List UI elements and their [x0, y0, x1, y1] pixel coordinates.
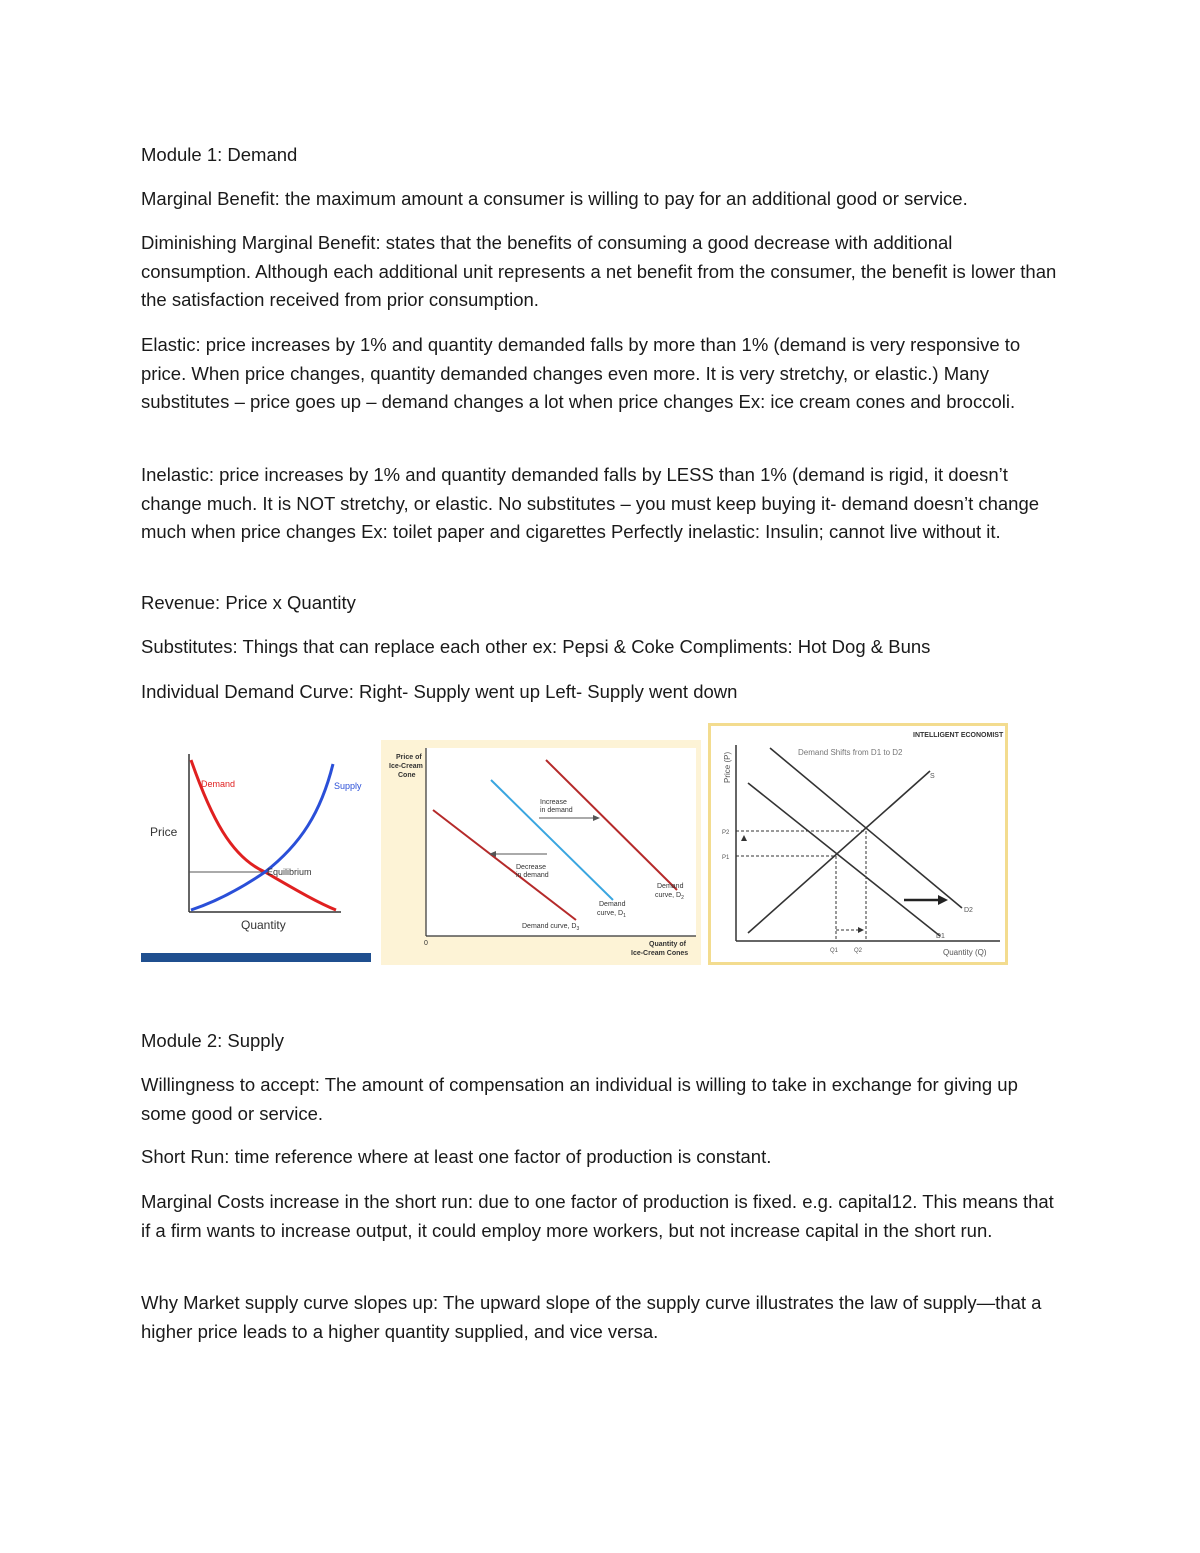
figure-ice-cream-demand-shifts [381, 740, 701, 965]
module-1-heading: Module 1: Demand [141, 144, 298, 165]
paragraph-elastic: Elastic: price increases by 1% and quantity demanded falls by more than 1% (demand is very responsive to price. When price changes, quantity demanded changes even more. It is very stretchy, or elastic.) Many substitutes – price goes up – demand changes a lot when price changes Ex: ice cream cones and broccoli. [141, 334, 1021, 412]
decrease-label-1: Decrease [516, 864, 546, 871]
paragraph-willingness-to-accept: Willingness to accept: The amount of compensation an individual is willing to take in exchange for giving up some good or service. [141, 1074, 1018, 1124]
figure-supply-demand-equilibrium [141, 722, 371, 965]
d1-label: D1 [936, 933, 945, 940]
increase-label-2: in demand [540, 807, 573, 814]
d1-label-2: curve, D [597, 910, 624, 917]
d2-label-2: curve, D [655, 892, 682, 899]
d2-label-1: Demand [657, 883, 684, 890]
s-label: S [930, 773, 935, 780]
demand-label: Demand [201, 779, 236, 789]
module-2-heading: Module 2: Supply [141, 1030, 284, 1051]
supply-label: Supply [334, 781, 362, 791]
paragraph-why-supply-slopes-up: Why Market supply curve slopes up: The upward slope of the supply curve illustrates the law of supply—that a higher price leads to a higher quantity supplied, and vice versa. [141, 1292, 1042, 1342]
y-axis-label: Price (P) [723, 751, 732, 783]
origin-label: 0 [424, 940, 428, 947]
y-axis-label-2: Ice-Cream [389, 763, 423, 770]
decrease-label-2: in demand [516, 872, 549, 879]
paragraph-marginal-benefit: Marginal Benefit: the maximum amount a consumer is willing to pay for an additional good or service. [141, 188, 968, 209]
d3-subscript: 3 [576, 926, 580, 932]
chart-title: Demand Shifts from D1 to D2 [798, 748, 903, 757]
d1-subscript: 1 [623, 913, 626, 919]
figure-demand-shift-d1-d2 [708, 723, 1008, 965]
brand-logo: INTELLIGENT ECONOMIST [913, 732, 1004, 739]
d3-label: Demand curve, D [522, 923, 577, 930]
paragraph-individual-demand: Individual Demand Curve: Right- Supply went up Left- Supply went down [141, 681, 738, 702]
paragraph-revenue: Revenue: Price x Quantity [141, 592, 356, 613]
d1-label-1: Demand [599, 901, 626, 908]
q1-label: Q1 [830, 948, 839, 954]
price-axis-label: Price [150, 825, 178, 839]
p2-label: P2 [722, 830, 730, 836]
y-axis-label-1: Price of [396, 754, 422, 761]
module-1-section [141, 141, 1061, 170]
paragraph-substitutes: Substitutes: Things that can replace each other ex: Pepsi & Coke Compliments: Hot Dog & Buns [141, 636, 931, 657]
paragraph-short-run: Short Run: time reference where at least one factor of production is constant. [141, 1146, 772, 1167]
y-axis-label-3: Cone [398, 772, 416, 779]
quantity-axis-label: Quantity [241, 918, 286, 932]
paragraph-diminishing-marginal-benefit: Diminishing Marginal Benefit: states that the benefits of consuming a good decrease with additional consumption. Although each additional unit represents a net benefit from the consumer, the benefit is lower than the satisfaction received from prior consumption. [141, 232, 1057, 310]
p1-label: P1 [722, 855, 730, 861]
figure-footer-bar [141, 953, 371, 962]
d2-label: D2 [964, 907, 973, 914]
d2-subscript: 2 [681, 895, 684, 901]
paragraph-inelastic: Inelastic: price increases by 1% and quantity demanded falls by LESS than 1% (demand is rigid, it doesn’t change much. It is NOT stretchy, or elastic. No substitutes – you must keep buying it- demand doesn’t change much when price changes Ex: toilet paper and cigarettes Perfectly inelastic: Insulin; cannot live without it. [141, 464, 1040, 542]
q2-label: Q2 [854, 948, 863, 954]
x-axis-label: Quantity (Q) [943, 948, 987, 957]
paragraph-marginal-costs: Marginal Costs increase in the short run: due to one factor of production is fixed. e.g. capital12. This means that if a firm wants to increase output, it could employ more workers, but not increase capital in the short run. [141, 1191, 1054, 1241]
equilibrium-label: Equilibrium [267, 867, 312, 877]
x-axis-label-2: Ice-Cream Cones [631, 950, 689, 957]
increase-label-1: Increase [540, 799, 567, 806]
x-axis-label-1: Quantity of [649, 941, 686, 948]
module-2-section [141, 1027, 1061, 1056]
